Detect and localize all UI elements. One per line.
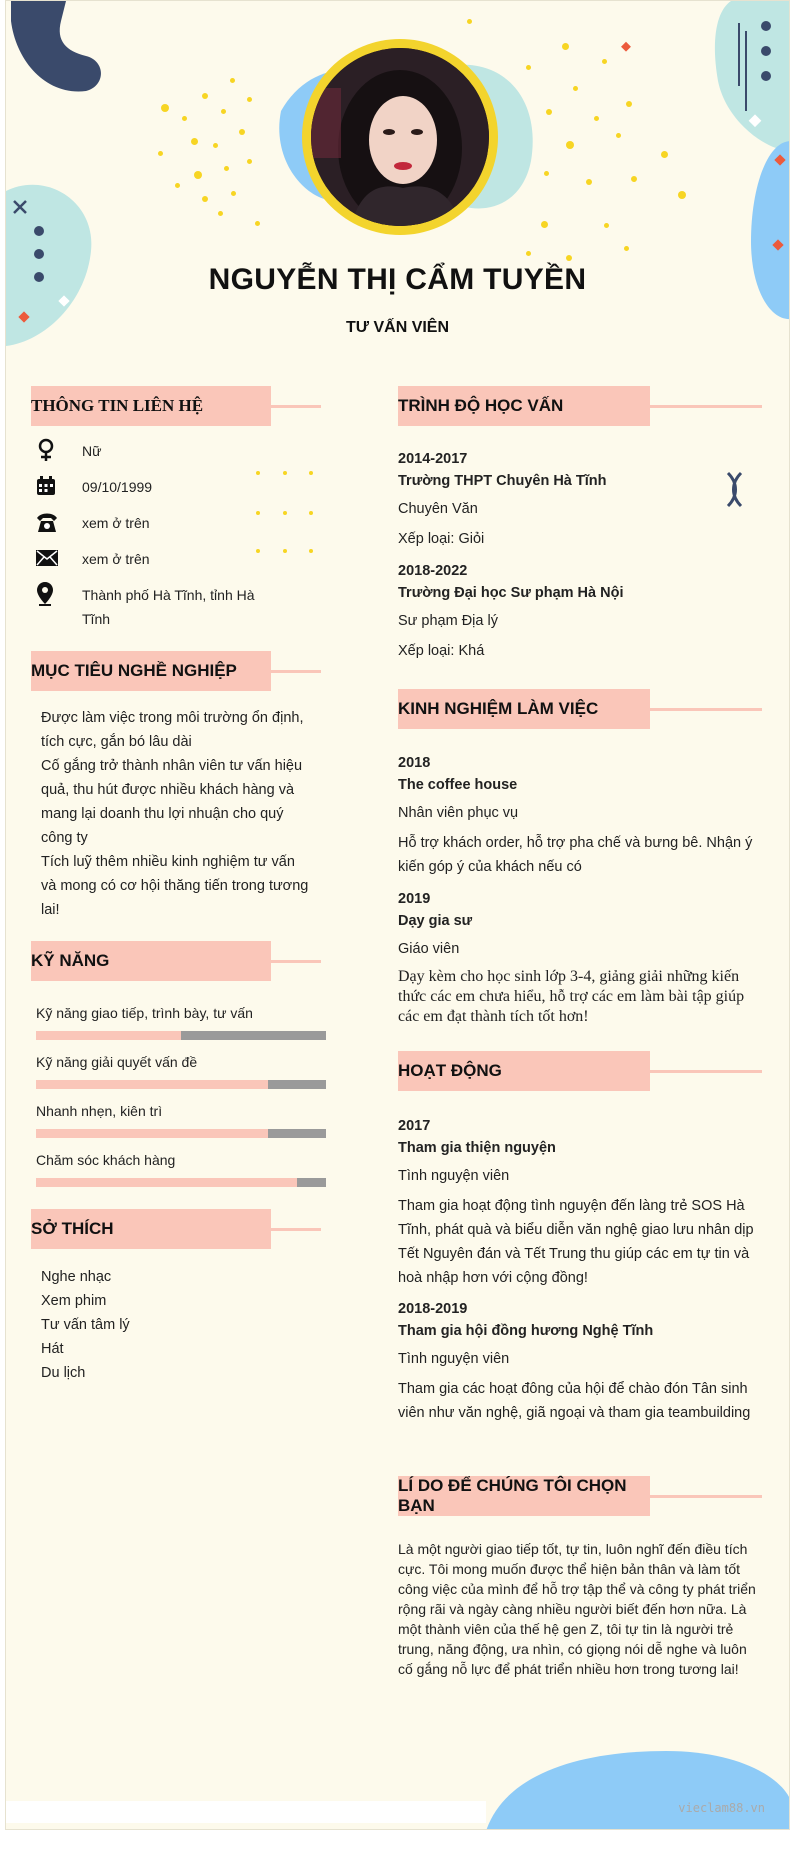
skill-bar — [36, 1178, 326, 1187]
experience-year: 2019 — [398, 891, 431, 907]
objective-heading-line — [271, 670, 321, 673]
email-icon — [36, 547, 66, 569]
candidate-name: NGUYỄN THỊ CẨM TUYỀN — [208, 263, 587, 296]
activity-item — [398, 1118, 758, 1290]
experience-heading: KINH NGHIỆM LÀM VIỆC — [398, 689, 650, 729]
job-title: TƯ VẤN VIÊN — [345, 319, 450, 336]
skill-bar-fill — [36, 1178, 297, 1187]
skills-heading: KỸ NĂNG — [31, 941, 271, 981]
activity-year: 2017 — [398, 1118, 431, 1134]
birthday-value: 09/10/1999 — [82, 479, 153, 495]
activities-heading: HOẠT ĐỘNG — [398, 1051, 650, 1091]
education-grade: Xếp loại: Khá — [398, 643, 485, 659]
experience-role: Giáo viên — [398, 941, 460, 957]
experience-desc: Dạy kèm cho học sinh lớp 3-4, giảng giải những kiến thức các em chưa hiểu, hỗ trợ các em làm bài tập giúp các em đạt thành tích tốt hơn! — [398, 968, 745, 1025]
contact-email — [36, 547, 272, 571]
reason-heading: LÍ DO ĐỂ CHÚNG TÔI CHỌN BẠN — [398, 1476, 650, 1516]
education-item — [398, 451, 758, 557]
skill-bar — [36, 1031, 326, 1040]
calendar-icon — [36, 475, 66, 497]
contact-birthday — [36, 475, 272, 499]
hobby-item: Nghe nhạc — [41, 1269, 112, 1285]
education-major: Sư phạm Địa lý — [398, 613, 498, 629]
hobby-item: Du lịch — [41, 1365, 86, 1381]
reason-heading-line — [650, 1495, 762, 1498]
hobby-item: Tư vấn tâm lý — [41, 1317, 130, 1333]
experience-company: Dạy gia sư — [398, 913, 473, 929]
activity-role: Tình nguyện viên — [398, 1168, 510, 1184]
experience-year: 2018 — [398, 755, 431, 771]
avatar — [311, 48, 489, 226]
education-heading-line — [650, 405, 762, 408]
phone-value: xem ở trên — [82, 515, 150, 531]
skill-bar — [36, 1129, 326, 1138]
objective-text: Được làm việc trong môi trường ổn định, tích cực, gắn bó lâu dài Cố gắng trở thành nhân viên tư vấn hiệu quả, thu hút được nhiều khách hàng và mang lại doanh thu lợi nhuận cho quý công ty Tích luỹ thêm nhiều kinh nghiệm tư vấn và mong có cơ hội thăng tiến trong tương lai! — [41, 710, 309, 918]
activity-title: Tham gia hội đồng hương Nghệ Tĩnh — [398, 1323, 654, 1339]
skill-label: Kỹ năng giải quyết vấn đề — [36, 1054, 198, 1070]
education-years: 2014-2017 — [398, 451, 468, 467]
education-grade: Xếp loại: Giỏi — [398, 531, 485, 547]
experience-desc: Hỗ trợ khách order, hỗ trợ pha chế và bưng bê. Nhận ý kiến góp ý của khách nếu có — [398, 835, 753, 875]
activity-role: Tình nguyện viên — [398, 1351, 510, 1367]
contact-gender — [36, 439, 272, 463]
reason-text: Là một người giao tiếp tốt, tự tin, luôn nghĩ đến điều tích cực. Tôi mong muốn được thể hiện bản thân và làm tốt công việc của mình để hỗ trợ tập thể và công ty phát triển rộng rãi và ngày càng nhiều người biết đến hơn nữa. Là một thành viên của thế hệ gen Z, tôi tự tin là người trẻ trung, năng động, ưa nhìn, có giọng nói dễ nghe và luôn cố gắng nỗ lực để phát triển nhiều hơn trong tương lai! — [398, 1541, 756, 1677]
experience-company: The coffee house — [398, 777, 518, 793]
female-icon — [36, 439, 66, 461]
footer-brand[interactable]: vieclam88.vn — [678, 1801, 765, 1815]
skills-heading-line — [271, 960, 321, 963]
email-value: xem ở trên — [82, 551, 150, 567]
phone-icon — [36, 511, 66, 533]
skill-label: Kỹ năng giao tiếp, trình bày, tư vấn — [36, 1005, 253, 1021]
objective-heading: MỤC TIÊU NGHỀ NGHIỆP — [31, 651, 271, 691]
skill-label: Chăm sóc khách hàng — [36, 1152, 176, 1168]
activity-desc: Tham gia hoạt động tình nguyện đến làng trẻ SOS Hà Tĩnh, phát quà và biểu diễn văn nghệ giao lưu nhân dịp Tết Nguyên đán và Tết Trung thu giúp các em tự tin và hoà nhập hơn với cộng đồng! — [398, 1198, 754, 1286]
education-item — [398, 563, 758, 669]
contact-heading-line — [271, 405, 321, 408]
education-heading: TRÌNH ĐỘ HỌC VẤN — [398, 386, 650, 426]
skill-bar — [36, 1080, 326, 1089]
cv-page — [5, 0, 790, 1830]
experience-role: Nhân viên phục vụ — [398, 805, 519, 821]
skill-label: Nhanh nhẹn, kiên trì — [36, 1103, 163, 1119]
experience-heading-line — [650, 708, 762, 711]
education-school: Trường THPT Chuyên Hà Tĩnh — [398, 473, 607, 489]
activity-year: 2018-2019 — [398, 1301, 468, 1317]
address-value: Thành phố Hà Tĩnh, tỉnh Hà Tĩnh — [82, 587, 255, 627]
contact-address — [36, 583, 272, 631]
location-icon — [36, 583, 66, 605]
experience-item — [398, 755, 758, 879]
education-major: Chuyên Văn — [398, 501, 478, 517]
education-years: 2018-2022 — [398, 563, 468, 579]
gender-value: Nữ — [82, 443, 102, 459]
activity-title: Tham gia thiện nguyện — [398, 1140, 556, 1156]
activities-heading-line — [650, 1070, 762, 1073]
skill-bar-fill — [36, 1031, 181, 1040]
hobby-item: Xem phim — [41, 1293, 107, 1309]
activity-desc: Tham gia các hoạt đông của hội để chào đón Tân sinh viên như văn nghệ, giã ngoại và tham gia teambuilding — [398, 1381, 751, 1421]
skill-bar-fill — [36, 1129, 268, 1138]
education-school: Trường Đại học Sư phạm Hà Nội — [398, 585, 624, 601]
contact-heading: THÔNG TIN LIÊN HỆ — [31, 386, 271, 426]
hobbies-heading-line — [271, 1228, 321, 1231]
hobbies-heading: SỞ THÍCH — [31, 1209, 271, 1249]
hobby-item: Hát — [41, 1341, 64, 1357]
contact-phone — [36, 511, 272, 535]
skill-bar-fill — [36, 1080, 268, 1089]
hobbies-list — [41, 1265, 301, 1385]
activity-item — [398, 1301, 758, 1425]
experience-item — [398, 891, 758, 1027]
